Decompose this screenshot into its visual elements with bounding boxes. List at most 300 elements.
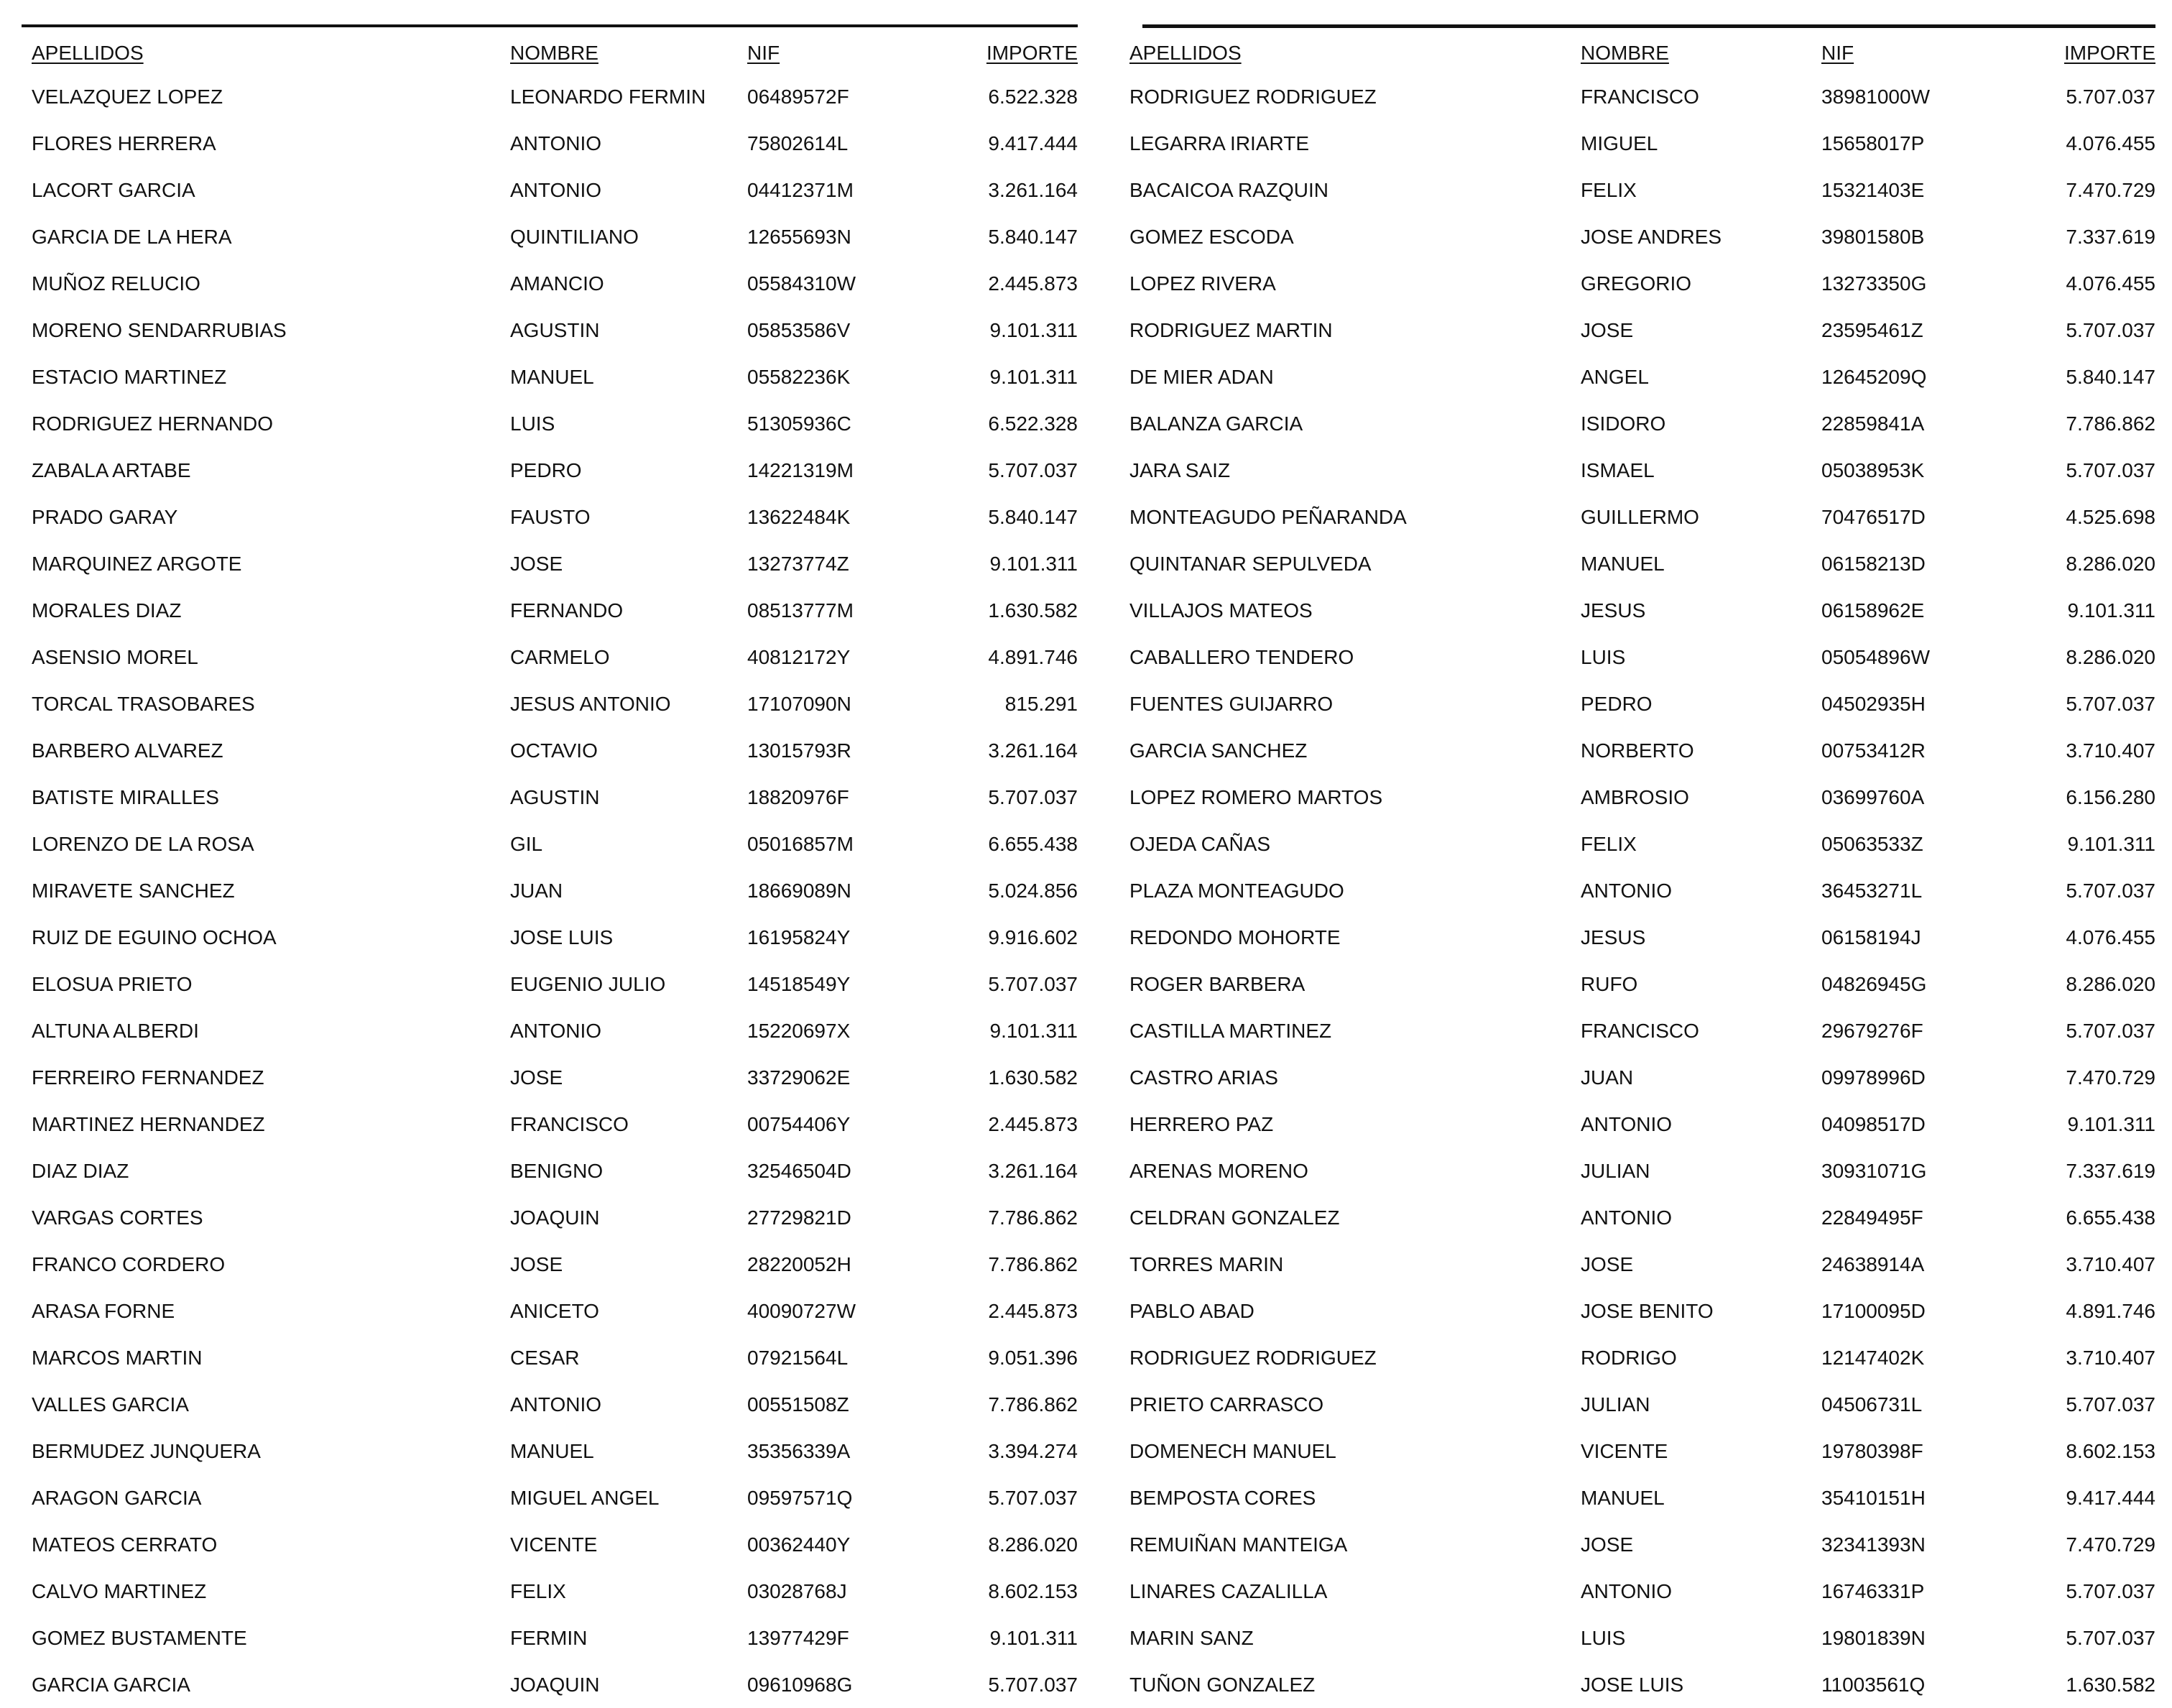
cell-nif: 06489572F [747,86,849,108]
cell-importe: 5.707.037 [988,1674,1078,1696]
cell-nif: 29679276F [1821,1020,1923,1042]
cell-importe: 4.891.746 [988,646,1078,668]
table-row [1121,1428,2155,1474]
cell-apellidos: RODRIGUEZ HERNANDO [32,412,274,435]
cell-nif: 06158962E [1821,599,1925,622]
cell-apellidos: VALLES GARCIA [32,1393,189,1416]
cell-apellidos: VARGAS CORTES [32,1206,203,1229]
cell-nif: 06158194J [1821,926,1921,948]
cell-nif: 03028768J [747,1580,847,1602]
cell-nif: 51305936C [747,412,851,435]
cell-nombre: JOAQUIN [510,1674,600,1696]
cell-importe: 5.707.037 [988,1487,1078,1509]
table-row [1121,1474,2155,1521]
cell-nif: 00754406Y [747,1113,851,1135]
cell-nif: 13977429F [747,1627,849,1649]
table-row [1121,1615,2155,1661]
cell-nif: 04412371M [747,179,854,201]
cell-nif: 09597571Q [747,1487,853,1509]
cell-importe: 3.710.407 [2066,1253,2155,1275]
cell-apellidos: VILLAJOS MATEOS [1129,599,1313,622]
cell-importe: 4.525.698 [2066,506,2155,528]
cell-importe: 4.076.455 [2066,926,2155,948]
table-row [22,914,1078,961]
cell-importe: 5.840.147 [988,226,1078,248]
table-row [22,867,1078,914]
cell-importe: 9.101.311 [2067,1113,2155,1135]
table-row [22,961,1078,1007]
cell-nombre: AGUSTIN [510,319,600,341]
table-row [1121,167,2155,213]
cell-nif: 05054896W [1821,646,1931,668]
right-table [1121,24,2155,1696]
cell-apellidos: LOPEZ ROMERO MARTOS [1129,786,1383,808]
cell-nif: 15220697X [747,1020,851,1042]
cell-nombre: FERMIN [510,1627,588,1649]
cell-importe: 2.445.873 [988,272,1078,295]
cell-nombre: MIGUEL ANGEL [510,1487,660,1509]
cell-apellidos: ROGER BARBERA [1129,973,1305,995]
table-row [22,1568,1078,1615]
cell-nombre: JUAN [1581,1066,1634,1089]
cell-nombre: JULIAN [1581,1160,1650,1182]
cell-importe: 5.707.037 [988,786,1078,808]
cell-nif: 32546504D [747,1160,851,1182]
cell-apellidos: MARQUINEZ ARGOTE [32,553,242,575]
cell-nombre: CESAR [510,1347,580,1369]
left-table [22,24,1078,1696]
cell-importe: 6.522.328 [988,412,1078,435]
cell-nombre: LEONARDO FERMIN [510,86,706,108]
cell-nombre: AGUSTIN [510,786,600,808]
cell-nif: 18669089N [747,880,851,902]
cell-nombre: MIGUEL [1581,132,1658,154]
table-row [1121,447,2155,494]
cell-nombre: GREGORIO [1581,272,1692,295]
cell-nombre: GUILLERMO [1581,506,1699,528]
cell-importe: 8.286.020 [988,1533,1078,1556]
cell-apellidos: RUIZ DE EGUINO OCHOA [32,926,277,948]
table-row [22,1428,1078,1474]
cell-apellidos: MORENO SENDARRUBIAS [32,319,287,341]
cell-importe: 7.786.862 [988,1253,1078,1275]
cell-nif: 05038953K [1821,459,1925,481]
cell-apellidos: DE MIER ADAN [1129,366,1274,388]
table-row [22,447,1078,494]
cell-nombre: NORBERTO [1581,739,1694,762]
table-row [22,1241,1078,1288]
cell-importe: 5.707.037 [2066,86,2155,108]
cell-nif: 09610968G [747,1674,853,1696]
cell-nif: 70476517D [1821,506,1926,528]
table-row [1121,213,2155,260]
right-header-row [1121,39,2155,68]
cell-nombre: JESUS ANTONIO [510,693,671,715]
table-row [22,1007,1078,1054]
cell-nif: 04826945G [1821,973,1927,995]
cell-importe: 9.916.602 [988,926,1078,948]
cell-apellidos: REDONDO MOHORTE [1129,926,1341,948]
cell-apellidos: CALVO MARTINEZ [32,1580,207,1602]
cell-apellidos: ARAGON GARCIA [32,1487,202,1509]
cell-importe: 9.101.311 [989,553,1078,575]
cell-nombre: RODRIGO [1581,1347,1677,1369]
cell-nif: 05063533Z [1821,833,1923,855]
cell-nif: 05584310W [747,272,856,295]
cell-apellidos: LEGARRA IRIARTE [1129,132,1310,154]
table-row [1121,260,2155,307]
cell-nombre: JOAQUIN [510,1206,600,1229]
table-row [1121,1241,2155,1288]
cell-importe: 4.076.455 [2066,132,2155,154]
cell-nombre: JOSE [1581,1253,1634,1275]
cell-apellidos: ARASA FORNE [32,1300,175,1322]
cell-importe: 6.522.328 [988,86,1078,108]
cell-nif: 16746331P [1821,1580,1925,1602]
cell-importe: 3.261.164 [988,1160,1078,1182]
cell-nif: 30931071G [1821,1160,1927,1182]
cell-nombre: FRANCISCO [1581,1020,1699,1042]
cell-apellidos: FUENTES GUIJARRO [1129,693,1334,715]
cell-nombre: JOSE [510,1253,563,1275]
table-row [22,540,1078,587]
cell-importe: 1.630.582 [988,599,1078,622]
table-row [22,1054,1078,1101]
cell-apellidos: GARCIA DE LA HERA [32,226,232,248]
cell-importe: 5.840.147 [988,506,1078,528]
cell-nombre: FRANCISCO [1581,86,1699,108]
cell-apellidos: DOMENECH MANUEL [1129,1440,1336,1462]
cell-apellidos: BERMUDEZ JUNQUERA [32,1440,261,1462]
table-row [1121,494,2155,540]
cell-nombre: JOSE BENITO [1581,1300,1714,1322]
table-row [1121,1101,2155,1148]
cell-nombre: LUIS [1581,1627,1626,1649]
cell-nombre: FRANCISCO [510,1113,629,1135]
cell-nombre: ISMAEL [1581,459,1655,481]
cell-importe: 1.630.582 [2066,1674,2155,1696]
cell-importe: 9.101.311 [2067,833,2155,855]
cell-nif: 24638914A [1821,1253,1925,1275]
cell-nif: 03699760A [1821,786,1925,808]
cell-apellidos: ELOSUA PRIETO [32,973,193,995]
cell-apellidos: ESTACIO MARTINEZ [32,366,227,388]
cell-nombre: ANICETO [510,1300,599,1322]
cell-apellidos: MUÑOZ RELUCIO [32,272,200,295]
header-apellidos: APELLIDOS [1129,42,1242,64]
cell-nif: 05016857M [747,833,854,855]
cell-importe: 9.101.311 [989,366,1078,388]
cell-nombre: LUIS [510,412,555,435]
cell-apellidos: ASENSIO MOREL [32,646,198,668]
table-row [22,1381,1078,1428]
table-row [22,1474,1078,1521]
cell-importe: 8.602.153 [988,1580,1078,1602]
cell-importe: 3.394.274 [988,1440,1078,1462]
cell-importe: 4.076.455 [2066,272,2155,295]
cell-importe: 5.707.037 [2066,1627,2155,1649]
table-row [1121,73,2155,120]
cell-nombre: ANGEL [1581,366,1649,388]
table-row [22,167,1078,213]
cell-nif: 00753412R [1821,739,1926,762]
cell-nif: 05853586V [747,319,851,341]
cell-importe: 7.337.619 [2066,226,2155,248]
cell-nif: 11003561Q [1821,1674,1926,1696]
cell-apellidos: MATEOS CERRATO [32,1533,218,1556]
cell-apellidos: RODRIGUEZ RODRIGUEZ [1129,86,1377,108]
cell-nif: 27729821D [747,1206,851,1229]
cell-nombre: QUINTILIANO [510,226,639,248]
cell-nombre: PEDRO [510,459,582,481]
cell-apellidos: FERREIRO FERNANDEZ [32,1066,264,1089]
table-row [1121,680,2155,727]
cell-nombre: ANTONIO [1581,1206,1673,1229]
cell-nombre: MANUEL [1581,553,1665,575]
cell-importe: 9.101.311 [989,1627,1078,1649]
cell-nif: 08513777M [747,599,854,622]
cell-apellidos: TORCAL TRASOBARES [32,693,255,715]
cell-nombre: PEDRO [1581,693,1653,715]
table-row [1121,1054,2155,1101]
table-row [1121,1007,2155,1054]
table-row [22,727,1078,774]
cell-apellidos: CABALLERO TENDERO [1129,646,1354,668]
cell-importe: 6.655.438 [2066,1206,2155,1229]
cell-apellidos: BATISTE MIRALLES [32,786,219,808]
cell-importe: 9.417.444 [988,132,1078,154]
cell-apellidos: QUINTANAR SEPULVEDA [1129,553,1372,575]
cell-nombre: ANTONIO [510,1393,602,1416]
cell-apellidos: CELDRAN GONZALEZ [1129,1206,1340,1229]
cell-nombre: MANUEL [1581,1487,1665,1509]
cell-importe: 5.707.037 [2066,1020,2155,1042]
cell-importe: 2.445.873 [988,1300,1078,1322]
cell-nombre: JULIAN [1581,1393,1650,1416]
cell-apellidos: ALTUNA ALBERDI [32,1020,199,1042]
cell-nif: 04502935H [1821,693,1926,715]
cell-apellidos: MONTEAGUDO PEÑARANDA [1129,506,1407,528]
cell-nombre: JOSE [1581,319,1634,341]
cell-importe: 3.261.164 [988,179,1078,201]
cell-nif: 04506731L [1821,1393,1923,1416]
cell-nif: 75802614L [747,132,849,154]
cell-nombre: OCTAVIO [510,739,598,762]
cell-importe: 3.261.164 [988,739,1078,762]
table-row [1121,354,2155,400]
cell-nombre: JOSE LUIS [510,926,614,948]
cell-nombre: JOSE LUIS [1581,1674,1684,1696]
cell-importe: 7.786.862 [988,1206,1078,1229]
cell-nif: 32341393N [1821,1533,1926,1556]
cell-importe: 8.286.020 [2066,646,2155,668]
table-row [22,354,1078,400]
table-row [22,400,1078,447]
cell-nombre: JUAN [510,880,563,902]
table-row [1121,867,2155,914]
cell-apellidos: BARBERO ALVAREZ [32,739,223,762]
table-row [22,120,1078,167]
cell-apellidos: LOPEZ RIVERA [1129,272,1276,295]
header-nombre: NOMBRE [510,42,599,64]
cell-importe: 7.786.862 [988,1393,1078,1416]
table-row [22,821,1078,867]
cell-nif: 12655693N [747,226,851,248]
table-row [22,1661,1078,1708]
cell-apellidos: MARTINEZ HERNANDEZ [32,1113,265,1135]
table-row [22,494,1078,540]
cell-nombre: AMBROSIO [1581,786,1689,808]
header-nif: NIF [1821,42,1854,64]
cell-nombre: CARMELO [510,646,610,668]
table-row [1121,961,2155,1007]
cell-importe: 6.156.280 [2066,786,2155,808]
cell-nif: 40090727W [747,1300,856,1322]
cell-nif: 14221319M [747,459,854,481]
cell-nombre: ANTONIO [510,1020,602,1042]
cell-apellidos: LORENZO DE LA ROSA [32,833,254,855]
cell-apellidos: GARCIA SANCHEZ [1129,739,1308,762]
cell-apellidos: BACAICOA RAZQUIN [1129,179,1328,201]
table-row [1121,400,2155,447]
cell-nombre: MANUEL [510,366,594,388]
cell-nombre: VICENTE [510,1533,598,1556]
cell-nombre: ISIDORO [1581,412,1666,435]
cell-apellidos: HERRERO PAZ [1129,1113,1274,1135]
cell-nombre: LUIS [1581,646,1626,668]
cell-importe: 2.445.873 [988,1113,1078,1135]
cell-nif: 36453271L [1821,880,1923,902]
cell-apellidos: CASTILLA MARTINEZ [1129,1020,1332,1042]
cell-apellidos: CASTRO ARIAS [1129,1066,1278,1089]
cell-apellidos: ZABALA ARTABE [32,459,191,481]
cell-nif: 40812172Y [747,646,851,668]
cell-apellidos: PRADO GARAY [32,506,178,528]
cell-nif: 05582236K [747,366,851,388]
cell-nif: 35356339A [747,1440,851,1462]
cell-importe: 7.470.729 [2066,1533,2155,1556]
cell-apellidos: FLORES HERRERA [32,132,216,154]
cell-nif: 22859841A [1821,412,1925,435]
table-row [22,1521,1078,1568]
cell-apellidos: FRANCO CORDERO [32,1253,226,1275]
cell-nif: 33729062E [747,1066,851,1089]
cell-importe: 5.707.037 [2066,459,2155,481]
cell-importe: 5.707.037 [988,973,1078,995]
cell-importe: 1.630.582 [988,1066,1078,1089]
cell-apellidos: ARENAS MORENO [1129,1160,1308,1182]
cell-importe: 5.707.037 [2066,880,2155,902]
cell-nif: 14518549Y [747,973,851,995]
table-row [22,1194,1078,1241]
cell-nombre: FELIX [510,1580,566,1602]
cell-apellidos: MARCOS MARTIN [32,1347,203,1369]
cell-importe: 815.291 [1004,693,1078,715]
cell-importe: 8.286.020 [2066,553,2155,575]
cell-nif: 04098517D [1821,1113,1926,1135]
cell-apellidos: BALANZA GARCIA [1129,412,1303,435]
header-nombre: NOMBRE [1581,42,1669,64]
cell-nombre: JESUS [1581,599,1646,622]
table-row [22,1334,1078,1381]
cell-nif: 15658017P [1821,132,1925,154]
right-rows [1121,73,2155,1708]
cell-apellidos: RODRIGUEZ RODRIGUEZ [1129,1347,1377,1369]
table-row [1121,634,2155,680]
cell-apellidos: TORRES MARIN [1129,1253,1284,1275]
cell-importe: 9.101.311 [989,1020,1078,1042]
table-row [1121,587,2155,634]
cell-nombre: FELIX [1581,179,1637,201]
cell-nif: 06158213D [1821,553,1926,575]
cell-nombre: FERNANDO [510,599,624,622]
table-row [22,1615,1078,1661]
cell-importe: 9.417.444 [2066,1487,2155,1509]
left-header-row [22,39,1078,68]
cell-nombre: ANTONIO [1581,880,1673,902]
cell-nombre: FELIX [1581,833,1637,855]
cell-apellidos: DIAZ DIAZ [32,1160,129,1182]
table-row [22,587,1078,634]
cell-importe: 4.891.746 [2066,1300,2155,1322]
table-row [22,260,1078,307]
cell-importe: 7.337.619 [2066,1160,2155,1182]
cell-nombre: ANTONIO [510,132,602,154]
cell-nif: 07921564L [747,1347,849,1369]
cell-importe: 8.602.153 [2066,1440,2155,1462]
cell-apellidos: OJEDA CAÑAS [1129,833,1271,855]
cell-nombre: JOSE [510,553,563,575]
cell-nombre: AMANCIO [510,272,604,295]
table-row [22,213,1078,260]
top-rule-right [1142,24,2155,28]
cell-importe: 3.710.407 [2066,1347,2155,1369]
cell-nombre: JOSE [1581,1533,1634,1556]
cell-nif: 00551508Z [747,1393,849,1416]
cell-importe: 9.051.396 [988,1347,1078,1369]
cell-importe: 6.655.438 [988,833,1078,855]
cell-apellidos: GARCIA GARCIA [32,1674,190,1696]
cell-nombre: JOSE [510,1066,563,1089]
table-row [1121,1148,2155,1194]
cell-importe: 8.286.020 [2066,973,2155,995]
cell-importe: 5.707.037 [988,459,1078,481]
cell-nif: 13273774Z [747,553,849,575]
table-row [1121,914,2155,961]
table-row [1121,1381,2155,1428]
cell-nif: 23595461Z [1821,319,1923,341]
cell-nif: 16195824Y [747,926,851,948]
cell-nif: 12645209Q [1821,366,1927,388]
cell-apellidos: MARIN SANZ [1129,1627,1254,1649]
cell-importe: 5.024.856 [988,880,1078,902]
cell-nombre: EUGENIO JULIO [510,973,666,995]
cell-nif: 18820976F [747,786,849,808]
cell-nif: 17100095D [1821,1300,1926,1322]
table-row [22,1148,1078,1194]
cell-nombre: VICENTE [1581,1440,1668,1462]
left-rows [22,73,1078,1708]
cell-importe: 9.101.311 [989,319,1078,341]
cell-nif: 17107090N [747,693,851,715]
cell-apellidos: JARA SAIZ [1129,459,1231,481]
cell-nombre: ANTONIO [510,179,602,201]
cell-importe: 7.786.862 [2066,412,2155,435]
table-row [22,680,1078,727]
table-row [22,1101,1078,1148]
cell-importe: 3.710.407 [2066,739,2155,762]
cell-apellidos: MIRAVETE SANCHEZ [32,880,235,902]
